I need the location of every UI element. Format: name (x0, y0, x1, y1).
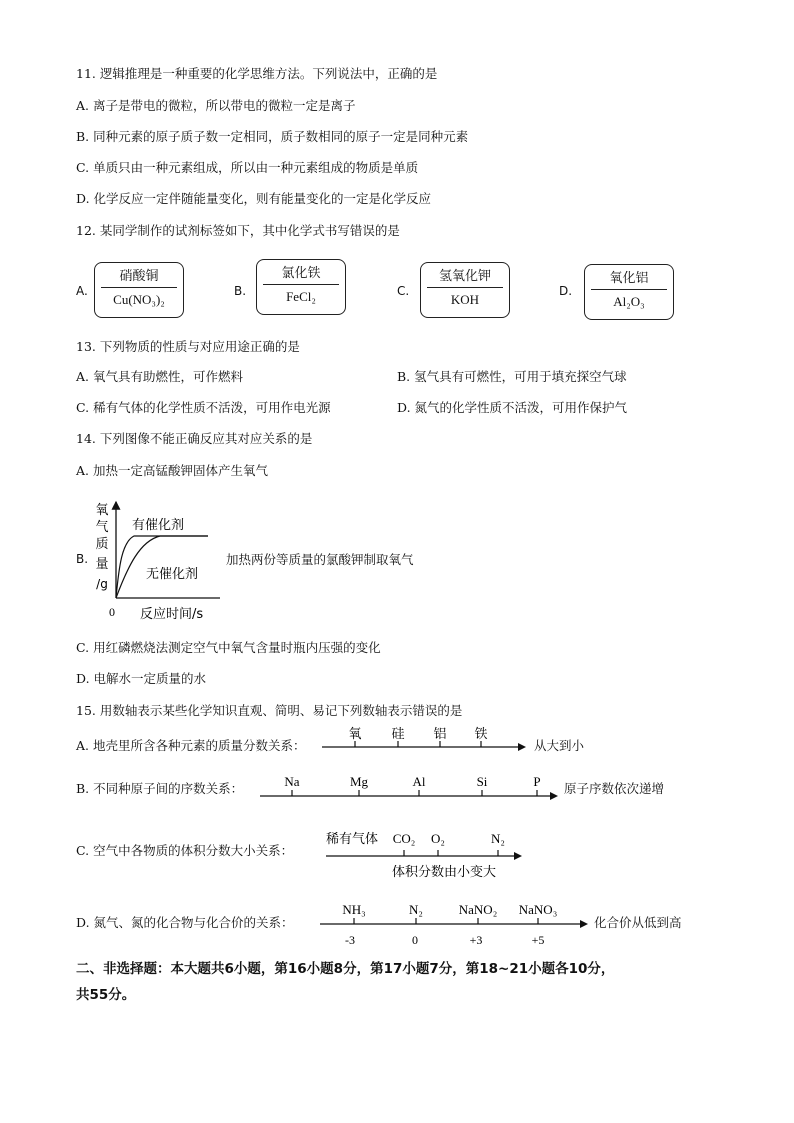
label-name: 氯化铁 (281, 266, 321, 281)
number-line-item: Al (412, 774, 426, 789)
number-line-note: 体积分数由小变大 (392, 865, 497, 880)
number-line-a (320, 725, 530, 757)
y-axis-label-char: 量 (95, 557, 109, 572)
label-formula: KOH (450, 292, 480, 307)
valence-label: -3 (345, 933, 355, 947)
q11-option-a: A. 离子是带电的微粒，所以带电的微粒一定是离子 (76, 98, 356, 113)
label-card-c (420, 262, 510, 318)
q11-option-d: D. 化学反应一定伴随能量变化，则有能量变化的一定是化学反应 (76, 191, 432, 206)
label-divider (263, 284, 339, 285)
number-line-item: 氧 (348, 727, 362, 742)
y-axis-label-char: /g (96, 577, 108, 591)
valence-label: +5 (531, 933, 545, 947)
valence-label: +3 (469, 933, 483, 947)
label-formula: FeCl₂ (286, 289, 316, 304)
y-axis-label-char: 氧 (95, 503, 109, 518)
q14-stem: 14. 下列图像不能正确反应其对应关系的是 (76, 431, 313, 446)
label-divider (591, 289, 667, 290)
section-heading-line1: 二、非选择题：本大题共6小题，第16小题8分，第17小题7分，第18~21小题各10分， (76, 961, 615, 977)
number-line-b (258, 770, 562, 802)
q13-option-c: C. 稀有气体的化学性质不活泼，可用作电光源 (76, 400, 331, 415)
q11-stem: 11. 逻辑推理是一种重要的化学思维方法。下列说法中，正确的是 (76, 66, 438, 81)
number-line-arrowhead (518, 743, 526, 751)
q11-option-b: B. 同种元素的原子质子数一定相同，质子数相同的原子一定是同种元素 (76, 129, 469, 144)
label-name: 氢氧化钾 (438, 269, 491, 284)
number-line-item: NH₃ (342, 902, 366, 917)
valence-label: 0 (412, 933, 418, 947)
label-card-a (94, 262, 184, 318)
q14-option-c: C. 用红磷燃烧法测定空气中氧气含量时瓶内压强的变化 (76, 640, 381, 655)
label-name: 氧化铝 (609, 271, 649, 286)
number-line-item: N₂ (491, 831, 505, 846)
q14-option-d: D. 电解水一定质量的水 (76, 671, 207, 686)
number-line-arrowhead (550, 792, 558, 800)
q13-option-a: A. 氧气具有助燃性，可作燃料 (76, 369, 243, 384)
q15b-label: B. 不同种原子间的序数关系： (76, 781, 244, 796)
q14-option-b-text: 加热两份等质量的氯酸钾制取氧气 (226, 552, 414, 567)
number-line-item: NaNO₃ (518, 902, 558, 917)
q12-letter-c: C. (397, 284, 410, 298)
number-line-item: 铝 (433, 727, 447, 742)
number-line-item: Na (284, 774, 300, 789)
label-divider (101, 287, 177, 288)
q15b-note: 原子序数依次递增 (564, 781, 665, 796)
number-line-arrowhead (514, 852, 522, 860)
number-line-item: P (533, 774, 541, 789)
q14-option-a: A. 加热一定高锰酸钾固体产生氧气 (76, 463, 268, 478)
y-axis-label-char: 质 (95, 537, 109, 552)
series-label-with-catalyst: 有催化剂 (132, 518, 185, 533)
number-line-item: 硅 (391, 727, 405, 742)
q14-option-b-letter: B. (76, 552, 89, 566)
label-formula: Cu(NO₃)₂ (113, 292, 165, 307)
label-card-b (256, 259, 346, 315)
number-line-item: 铁 (474, 727, 488, 742)
q12-letter-d: D. (559, 284, 573, 298)
x-axis-label: 反应时间/s (140, 607, 204, 622)
q15a-note: 从大到小 (534, 738, 585, 753)
label-formula: Al₂O₃ (613, 294, 645, 309)
number-line-d (316, 898, 592, 950)
origin-label: 0 (109, 605, 115, 619)
number-line-c (322, 824, 532, 882)
section-heading-line2: 共55分。 (76, 987, 136, 1003)
q12-letter-b: B. (234, 284, 247, 298)
q15c-label: C. 空气中各物质的体积分数大小关系： (76, 843, 294, 858)
number-line-item: Si (476, 774, 488, 789)
q15d-label: D. 氮气、氮的化合物与化合价的关系： (76, 915, 294, 930)
number-line-item: NaNO₂ (458, 902, 498, 917)
q13-option-d: D. 氮气的化学性质不活泼，可用作保护气 (397, 400, 628, 415)
catalyst-chart (88, 496, 228, 624)
label-name: 硝酸铜 (119, 269, 159, 284)
label-card-d (584, 264, 674, 320)
series-label-without-catalyst: 无催化剂 (146, 567, 199, 582)
q15a-label: A. 地壳里所含各种元素的质量分数关系： (76, 738, 306, 753)
q12-letter-a: A. (76, 284, 88, 298)
q15-stem: 15. 用数轴表示某些化学知识直观、简明、易记下列数轴表示错误的是 (76, 703, 463, 718)
number-line-item: O₂ (431, 831, 445, 846)
q15d-note: 化合价从低到高 (594, 915, 682, 930)
number-line-item: N₂ (409, 902, 423, 917)
q13-option-b: B. 氢气具有可燃性，可用于填充探空气球 (397, 369, 627, 384)
q11-option-c: C. 单质只由一种元素组成，所以由一种元素组成的物质是单质 (76, 160, 419, 175)
y-axis-label-char: 气 (95, 520, 109, 535)
number-line-arrowhead (580, 920, 588, 928)
q13-stem: 13. 下列物质的性质与对应用途正确的是 (76, 339, 300, 354)
label-divider (427, 287, 503, 288)
q12-stem: 12. 某同学制作的试剂标签如下，其中化学式书写错误的是 (76, 223, 400, 238)
number-line-item: Mg (349, 774, 369, 789)
number-line-item: 稀有气体 (326, 832, 379, 847)
number-line-item: CO₂ (392, 831, 416, 846)
